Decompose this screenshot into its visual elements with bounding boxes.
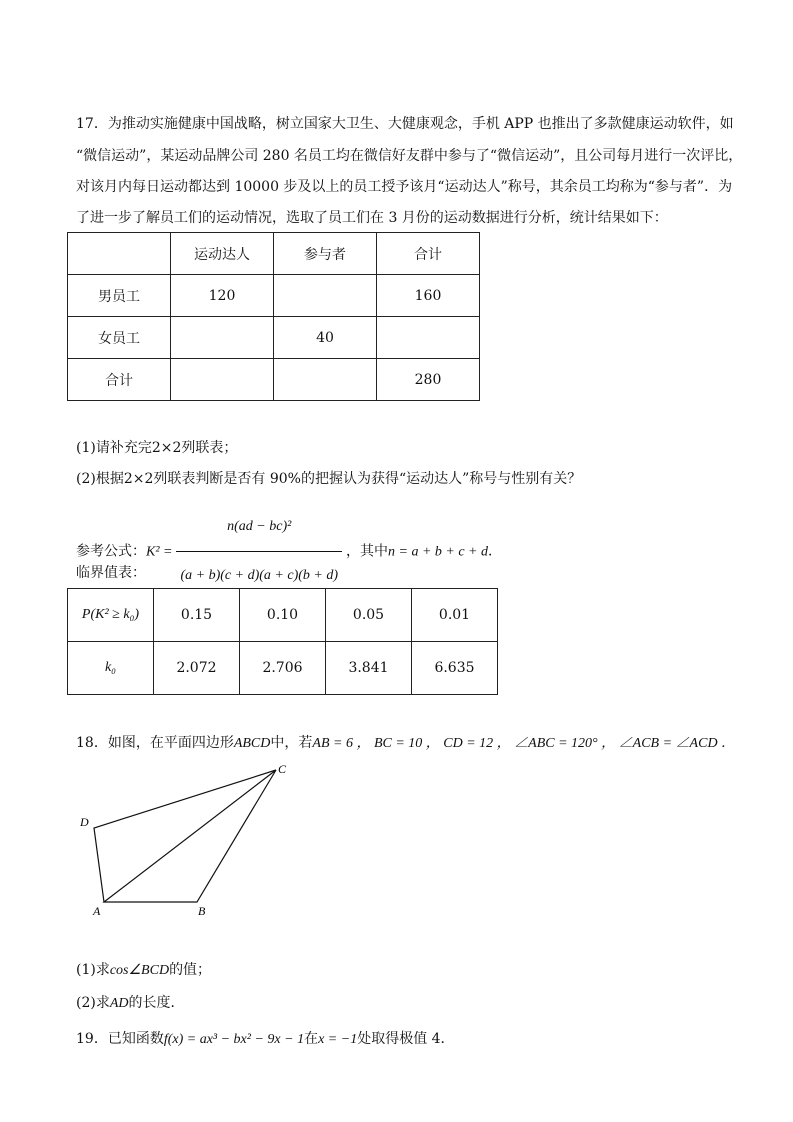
q19-mid: 在 xyxy=(304,1031,319,1047)
q17-sub2: (2)根据2×2列联表判断是否有 90%的把握认为获得“运动达人”称号与性别有关？ xyxy=(76,471,582,487)
q18-stem-shape: ABCD xyxy=(233,736,271,751)
q18-stem-conditions: AB = 6 ， BC = 10 ， CD = 12 ， ∠ABC = 120° ， ∠ACB = ∠ACD ． xyxy=(312,736,736,751)
table-cell: 女员工 xyxy=(68,317,171,359)
formula-tail-math: n = a + b + c + d xyxy=(388,544,489,560)
table-cell: 男员工 xyxy=(68,275,171,317)
q17-line-1: 17．为推动实施健康中国战略，树立国家大卫生、大健康观念，手机 APP 也推出了多款健康运动软件，如 xyxy=(76,116,734,132)
triangle-acd-sides xyxy=(94,770,276,902)
q18-sub2 xyxy=(76,993,185,1014)
table-cell: 2.706 xyxy=(240,642,326,695)
q18-sub1-post: 的值； xyxy=(169,962,212,978)
table-cell: 合计 xyxy=(68,359,171,401)
formula-numerator: n(ad − bc)² xyxy=(176,505,342,552)
formula-lhs: K² = xyxy=(146,544,173,560)
table-cell: k₀ xyxy=(68,642,154,695)
table-cell: 0.01 xyxy=(412,589,498,642)
table-cell: 120 xyxy=(171,275,274,317)
q17-line-3: 对该月内每日运动都达到 10000 步及以上的员工授予该月“运动达人”称号，其余员工均称为“参与者”．为 xyxy=(76,179,733,195)
q18-sub2-post: 的长度． xyxy=(128,995,185,1011)
table-cell: 6.635 xyxy=(412,642,498,695)
q19-function: f(x) = ax³ − bx² − 9x − 1 xyxy=(163,1032,305,1047)
triangle-abc xyxy=(104,770,276,902)
q18-sub1-pre: (1)求 xyxy=(76,962,110,978)
formula-denominator: (a + b)(c + d)(a + c)(b + d) xyxy=(180,568,338,583)
q17-sub1: (1)请补充完2×2列联表； xyxy=(76,440,238,456)
q17-line-2: “微信运动”，某运动品牌公司 280 名员工均在微信好友群中参与了“微信运动”，且公司每月进行一次评比， xyxy=(76,148,743,164)
vertex-label-b: B xyxy=(198,904,206,918)
q18-sub1 xyxy=(76,960,211,981)
critical-value-label: 临界值表： xyxy=(76,565,146,581)
table-header-cell: 运动达人 xyxy=(171,233,274,275)
table-cell: 2.072 xyxy=(154,642,240,695)
q17-line-4: 了进一步了解员工们的运动情况，选取了员工们在 3 月份的运动数据进行分析，统计结果如下： xyxy=(76,210,668,226)
table-header-cell: 参与者 xyxy=(274,233,377,275)
vertex-label-c: C xyxy=(278,762,287,776)
q18-stem-mid: 中，若 xyxy=(270,735,313,751)
q18-sub2-math: AD xyxy=(109,996,129,1011)
table-cell: 160 xyxy=(377,275,480,317)
formula-end: ． xyxy=(488,543,503,560)
q18-sub2-pre: (2)求 xyxy=(76,995,110,1011)
q19-stem xyxy=(76,1029,455,1050)
table-cell: 0.15 xyxy=(154,589,240,642)
formula-tail-text: ，其中 xyxy=(346,543,388,560)
table-cell: 0.05 xyxy=(326,589,412,642)
vertex-label-a: A xyxy=(93,904,101,918)
table-cell: 280 xyxy=(377,359,480,401)
table-cell: 3.841 xyxy=(326,642,412,695)
formula-label: 参考公式： xyxy=(76,543,146,560)
table-cell: 0.10 xyxy=(240,589,326,642)
table-cell: 40 xyxy=(274,317,377,359)
q19-post: 处取得极值 4． xyxy=(357,1031,455,1047)
q18-sub1-math: cos∠BCD xyxy=(109,963,170,978)
q19-point: x = −1 xyxy=(318,1032,358,1047)
q18-stem-pre: 18．如图，在平面四边形 xyxy=(76,735,234,751)
vertex-label-d: D xyxy=(80,815,89,829)
table-header-cell: 合计 xyxy=(377,233,480,275)
q19-pre: 19．已知函数 xyxy=(76,1031,164,1047)
table-cell: P(K² ≥ k₀) xyxy=(68,589,154,642)
